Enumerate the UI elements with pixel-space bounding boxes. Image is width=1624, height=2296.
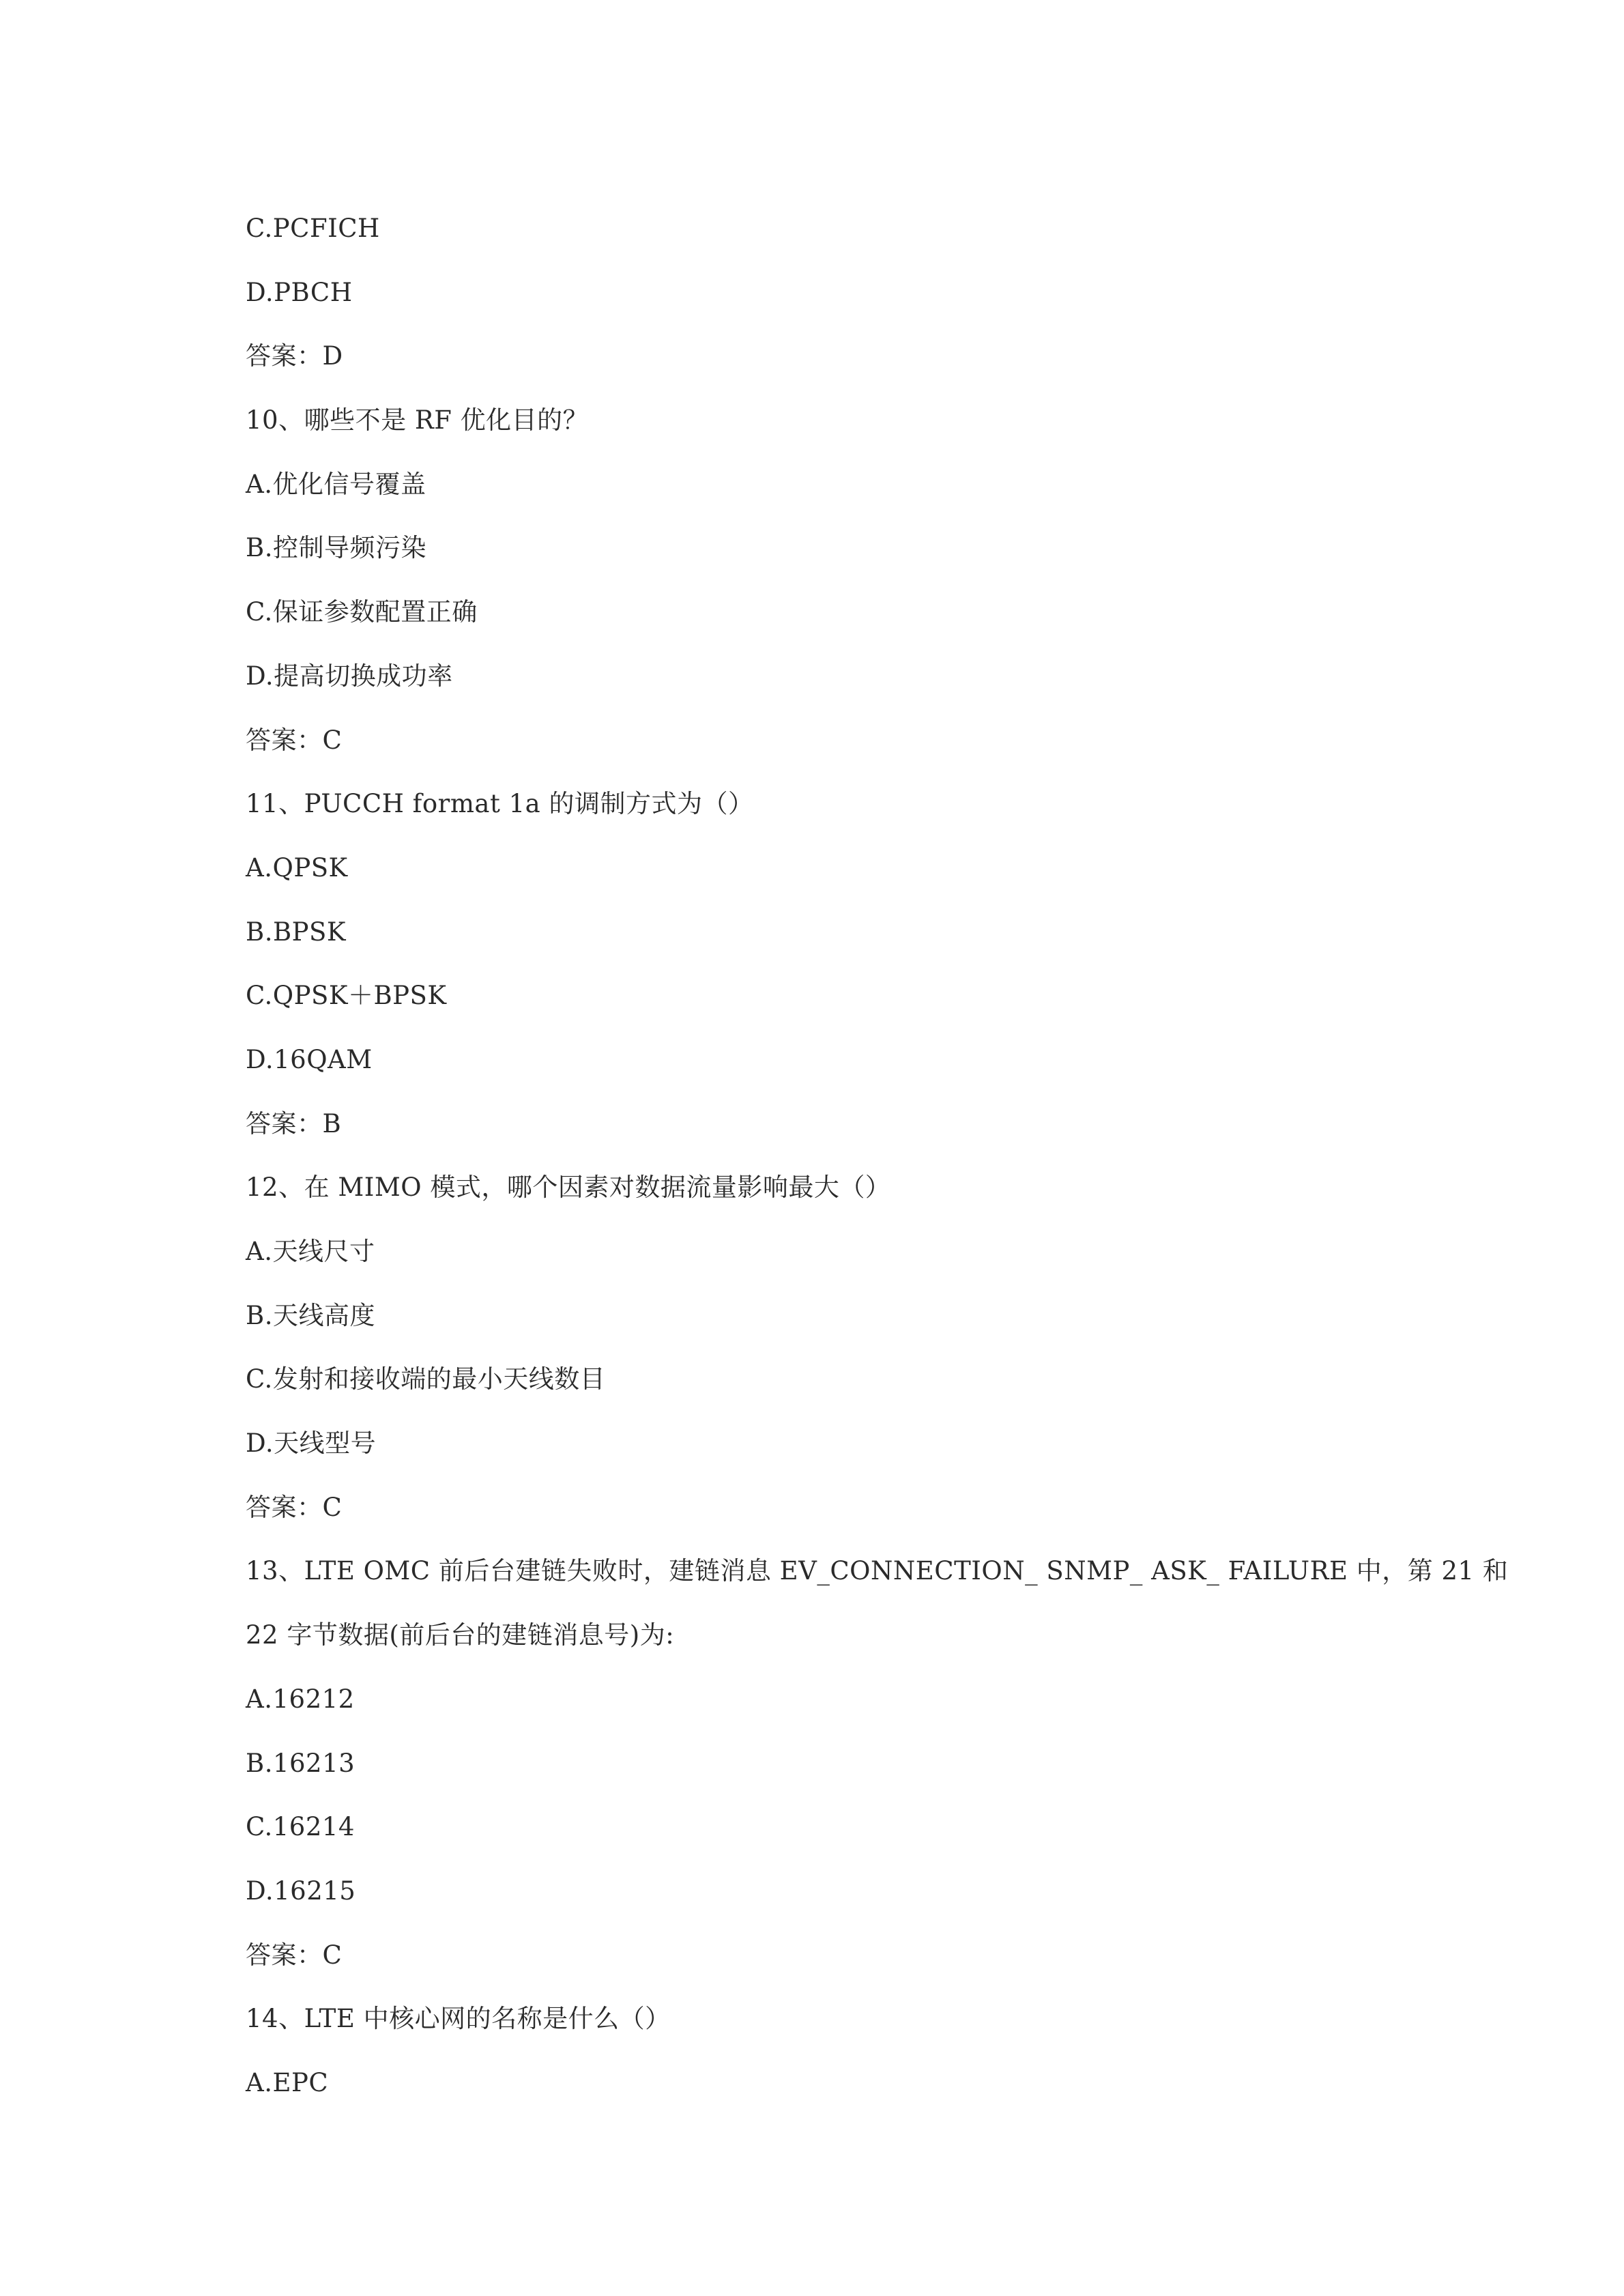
document-body [246, 197, 1509, 2115]
option-c-pcfich: C.PCFICH [246, 214, 380, 243]
question-13-option-b: B.16213 [246, 1748, 356, 1778]
question-11-option-c: C.QPSK＋BPSK [246, 981, 447, 1011]
question-10-option-c: C.保证参数配置正确 [246, 597, 478, 627]
question-13-option-c: C.16214 [246, 1812, 355, 1842]
answer-11: 答案：B [246, 1108, 342, 1138]
question-14-option-a: A.EPC [246, 2067, 329, 2097]
question-10: 10、哪些不是 RF 优化目的？ [246, 405, 589, 435]
question-10-option-d: D.提高切换成功率 [246, 661, 453, 691]
question-13-option-d: D.16215 [246, 1876, 356, 1906]
option-d-pbch: D.PBCH [246, 277, 353, 307]
answer-13: 答案：C [246, 1940, 343, 1970]
question-12-option-b: B.天线高度 [246, 1300, 375, 1330]
question-11: 11、PUCCH format 1a 的调制方式为（） [246, 789, 754, 819]
answer-9: 答案：D [246, 341, 343, 371]
question-10-option-a: A.优化信号覆盖 [246, 469, 426, 499]
question-12-option-a: A.天线尺寸 [246, 1237, 375, 1266]
question-12: 12、在 MIMO 模式，哪个因素对数据流量影响最大（） [246, 1173, 891, 1203]
question-12-option-c: C.发射和接收端的最小天线数目 [246, 1364, 606, 1394]
question-12-option-d: D.天线型号 [246, 1429, 377, 1459]
question-11-option-a: A.QPSK [246, 852, 348, 882]
question-14: 14、LTE 中核心网的名称是什么（） [246, 2004, 671, 2034]
question-13: 13、LTE OMC 前后台建链失败时，建链消息 EV_CONNECTION_ SNMP_ ASK_ FAILURE 中，第 21 和 [246, 1556, 1509, 1586]
question-13-continuation: 22 字节数据(前后台的建链消息号)为: [246, 1620, 675, 1650]
answer-12: 答案：C [246, 1492, 343, 1522]
question-11-option-b: B.BPSK [246, 917, 347, 947]
answer-10: 答案：C [246, 725, 343, 755]
question-11-option-d: D.16QAM [246, 1044, 373, 1074]
question-13-option-a: A.16212 [246, 1684, 355, 1714]
question-10-option-b: B.控制导频污染 [246, 533, 426, 563]
